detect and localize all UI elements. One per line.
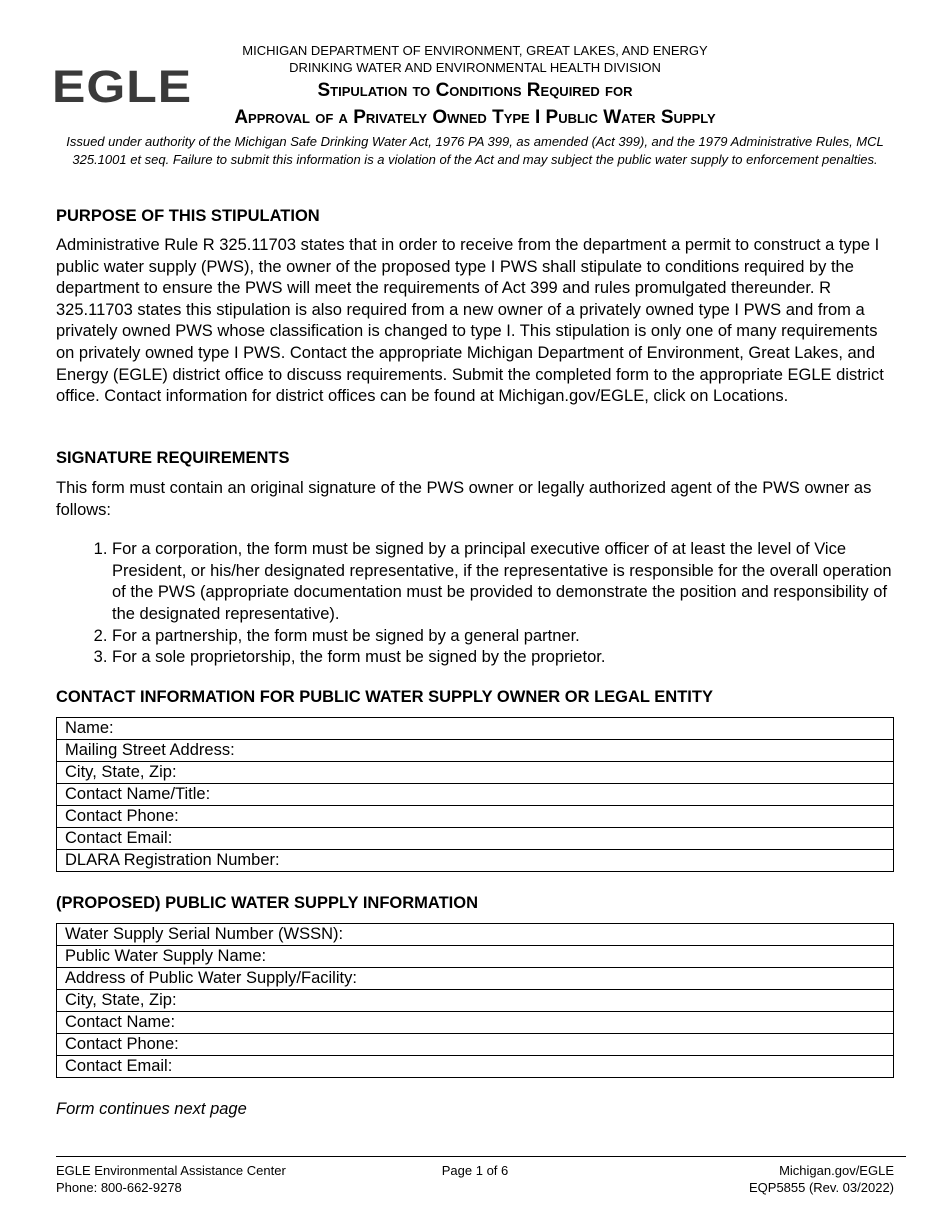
division-name: DRINKING WATER AND ENVIRONMENTAL HEALTH DIVISION [289, 60, 661, 75]
footer-right [749, 1162, 894, 1196]
contact-heading: CONTACT INFORMATION FOR PUBLIC WATER SUPPLY OWNER OR LEGAL ENTITY [56, 688, 713, 706]
purpose-section [56, 205, 896, 408]
footer-website: Michigan.gov/EGLE [779, 1163, 894, 1178]
list-item: 1. For a corporation, the form must be signed by a principal executive officer of at least the level of Vice President, or his/her designated representative, if the representative is responsible for the overall operation of the PWS (appropriate documentation must be provided to demonstrate the position and responsibility of the designated representative). [112, 539, 896, 625]
form-field-name[interactable]: Name: [57, 718, 894, 740]
contact-info-table [56, 717, 894, 872]
form-field-pws-contact-phone[interactable]: Contact Phone: [57, 1034, 894, 1056]
form-revision: EQP5855 (Rev. 03/2022) [748, 1180, 894, 1195]
form-field-wssn[interactable]: Water Supply Serial Number (WSSN): [57, 924, 894, 946]
form-field-pws-name[interactable]: Public Water Supply Name: [57, 946, 894, 968]
list-item: 3. For a sole proprietorship, the form must be signed by the proprietor. [112, 647, 896, 669]
contact-section [56, 686, 896, 708]
form-field-dlara-number[interactable]: DLARA Registration Number: [57, 850, 894, 872]
footer-center-name: EGLE Environmental Assistance Center [56, 1163, 286, 1178]
signature-requirements-list [56, 539, 896, 669]
form-title-line1: Stipulation to Conditions Required for [317, 80, 633, 101]
signature-section [56, 447, 896, 669]
form-field-contact-phone[interactable]: Contact Phone: [57, 806, 894, 828]
purpose-heading: PURPOSE OF THIS STIPULATION [56, 207, 320, 225]
signature-heading: SIGNATURE REQUIREMENTS [56, 449, 290, 467]
form-field-city-state-zip[interactable]: City, State, Zip: [57, 762, 894, 784]
footer-divider [56, 1156, 906, 1157]
footer-phone: Phone: 800-662-9278 [56, 1180, 182, 1195]
form-field-contact-name-title[interactable]: Contact Name/Title: [57, 784, 894, 806]
form-field-mailing-address[interactable]: Mailing Street Address: [57, 740, 894, 762]
footer-left [56, 1162, 286, 1196]
form-field-pws-address[interactable]: Address of Public Water Supply/Facility: [57, 968, 894, 990]
form-field-pws-city-state-zip[interactable]: City, State, Zip: [57, 990, 894, 1012]
form-continues-note: Form continues next page [56, 1100, 247, 1118]
list-item: 2. For a partnership, the form must be signed by a general partner. [112, 626, 896, 648]
form-field-contact-email[interactable]: Contact Email: [57, 828, 894, 850]
agency-name: MICHIGAN DEPARTMENT OF ENVIRONMENT, GREAT LAKES, AND ENERGY [242, 43, 708, 58]
form-title-line2: Approval of a Privately Owned Type I Public Water Supply [234, 107, 716, 128]
signature-intro: This form must contain an original signature of the PWS owner or legally authorized agent of the PWS owner as follows: [56, 479, 872, 519]
pws-heading: (PROPOSED) PUBLIC WATER SUPPLY INFORMATION [56, 894, 478, 912]
authority-statement: Issued under authority of the Michigan Safe Drinking Water Act, 1976 PA 399, as amended (Act 399), and the 1979 Administrative Rules, MCL 325.1001 et seq. Failure to submit this information is a violation of the Act and may subject the public water supply to enforcement penalties. [66, 134, 884, 167]
form-field-pws-contact-email[interactable]: Contact Email: [57, 1056, 894, 1078]
form-field-pws-contact-name[interactable]: Contact Name: [57, 1012, 894, 1034]
pws-section [56, 892, 896, 914]
agency-header [170, 42, 780, 76]
page-number: Page 1 of 6 [441, 1163, 509, 1178]
egle-logo: EGLE [52, 61, 193, 112]
pws-info-table [56, 923, 894, 1078]
purpose-text: Administrative Rule R 325.11703 states that in order to receive from the department a permit to construct a type I public water supply (PWS), the owner of the proposed type I PWS shall stipulate to conditions required by the department to ensure the PWS will meet the requirements of Act 399 and rules promulgated thereunder. R 325.11703 states this stipulation is also required from a new owner of a privately owned type I PWS and from a privately owned PWS whose classification is changed to type I. This stipulation is only one of many requirements on privately owned type I PWS. Contact the appropriate Michigan Department of Environment, Great Lakes, and Energy (EGLE) district office to discuss requirements. Submit the completed form to the appropriate EGLE district office. Contact information for district offices can be found at Michigan.gov/EGLE, click on Locations. [56, 236, 884, 406]
